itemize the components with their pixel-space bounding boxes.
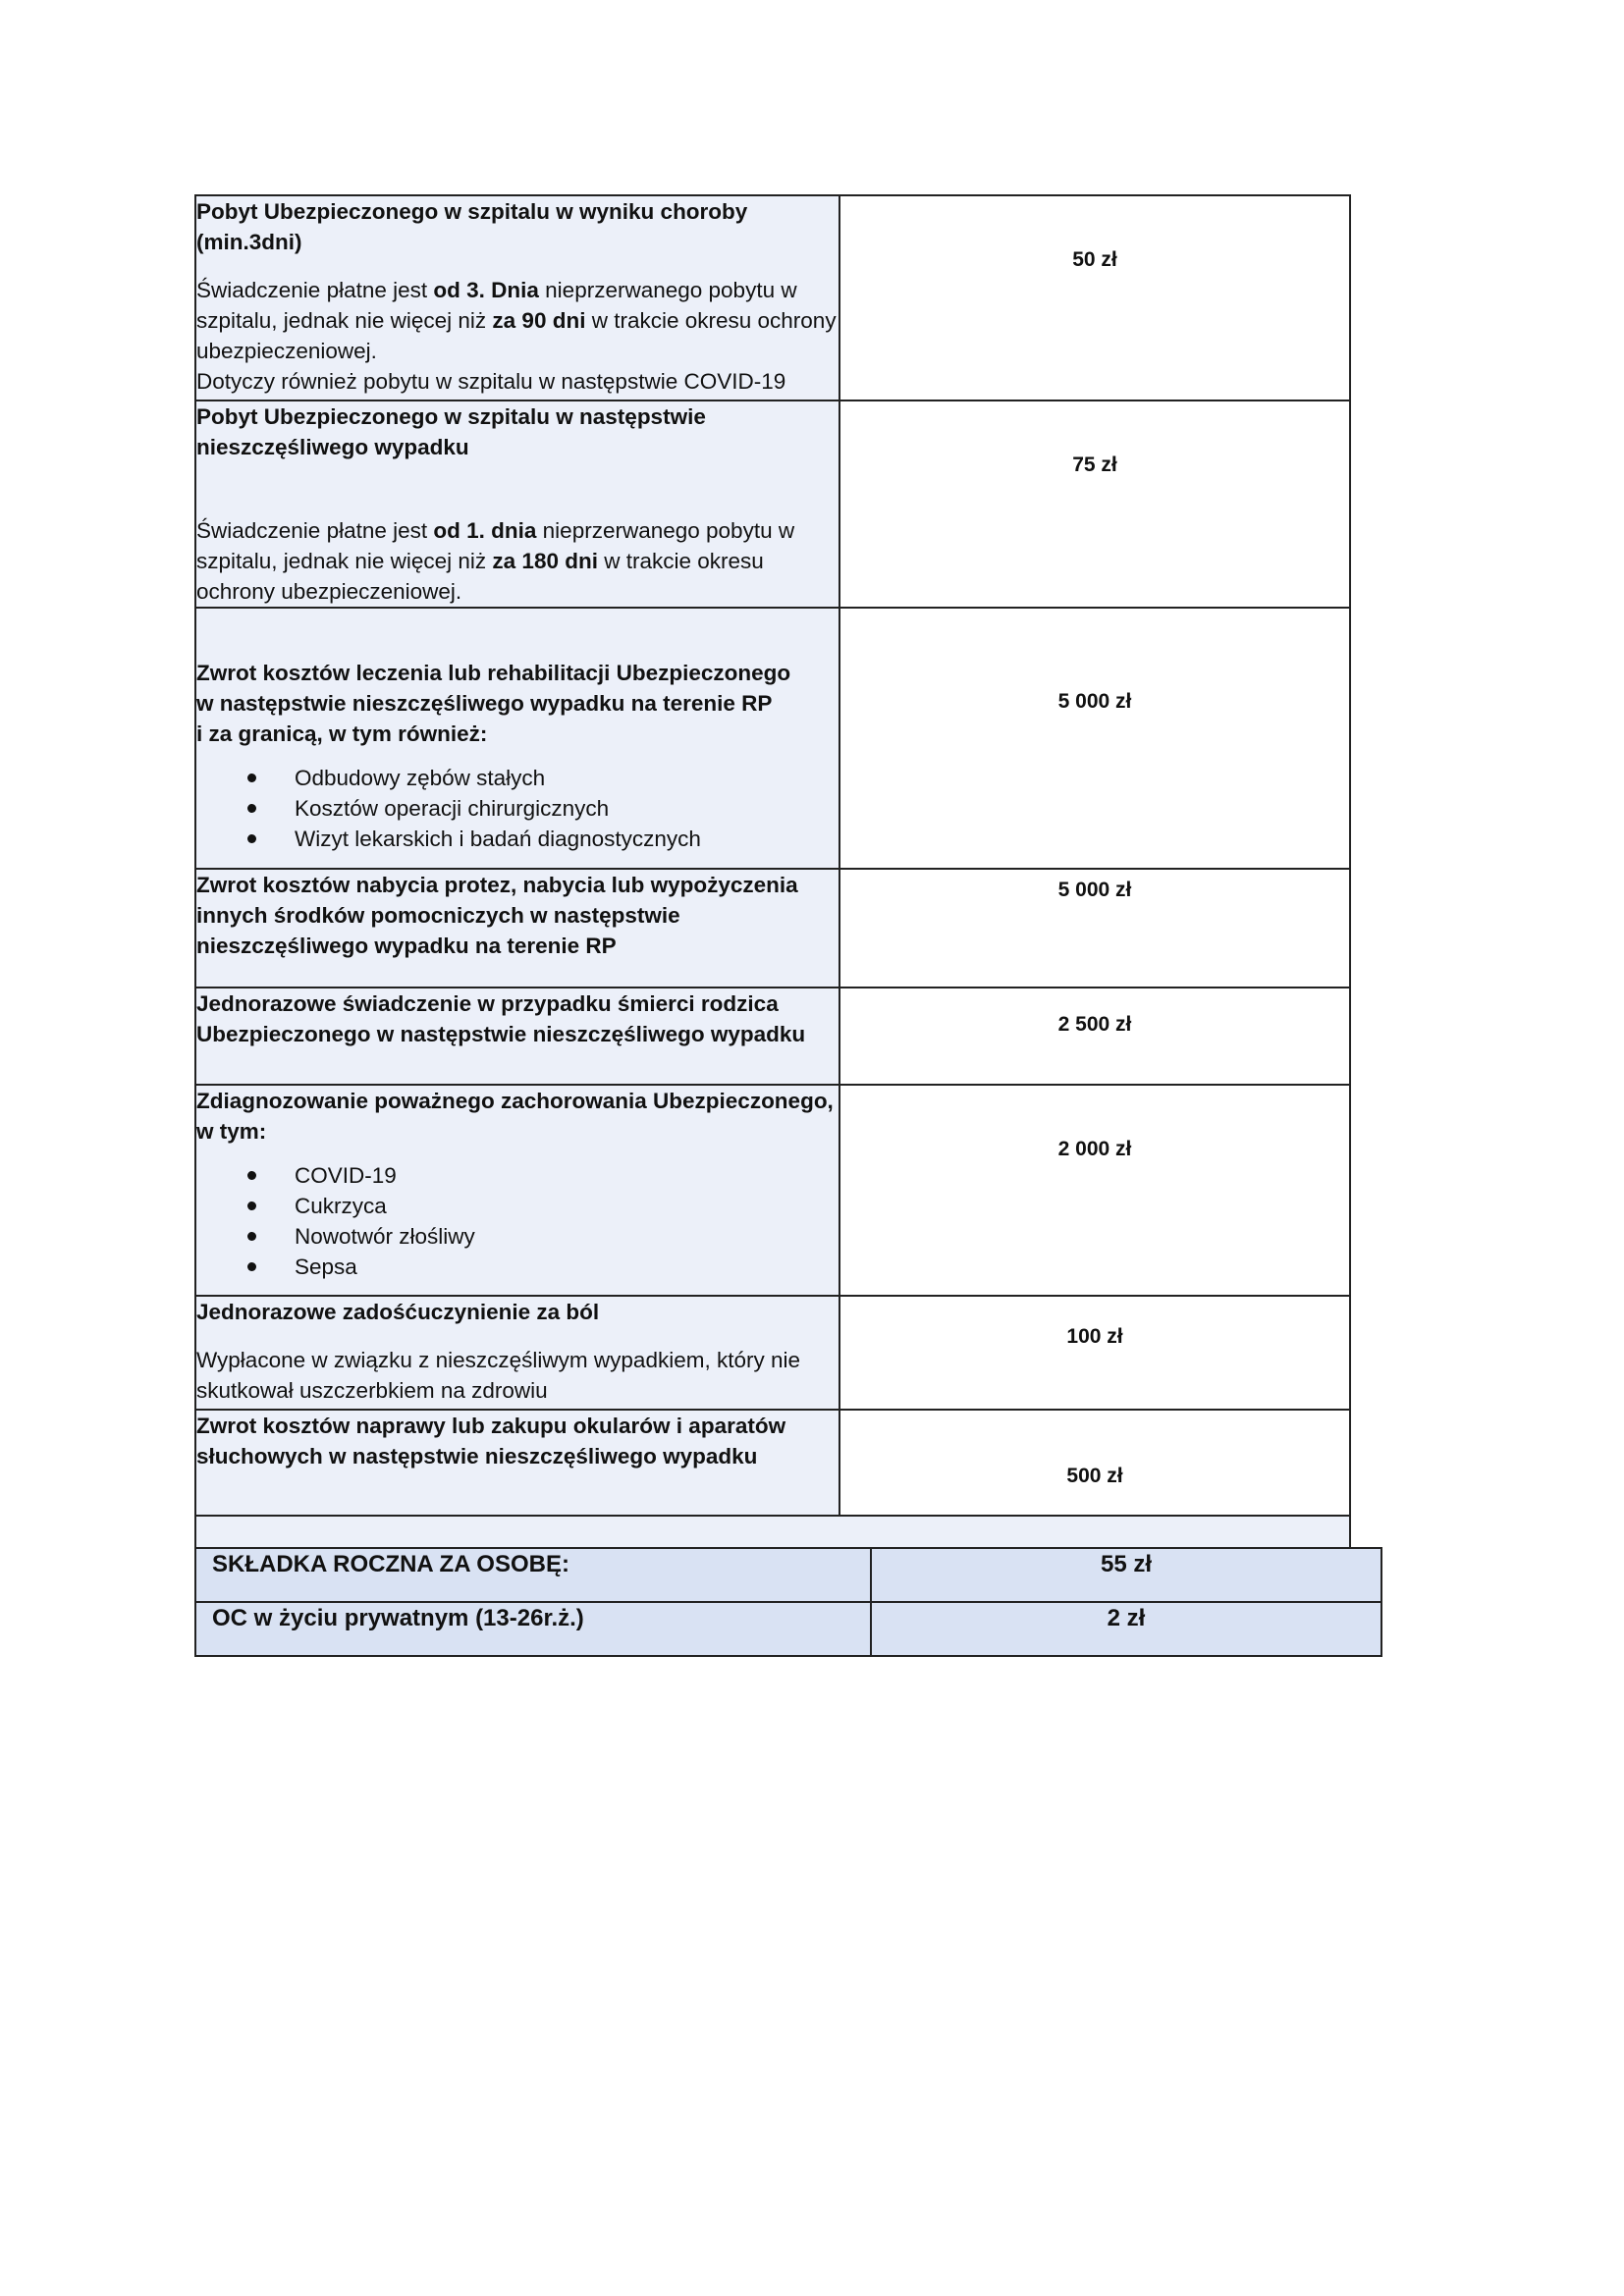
spacer-cell	[195, 1516, 1350, 1549]
premium-row	[195, 1548, 1381, 1602]
benefit-list	[196, 763, 839, 854]
table-row	[195, 1085, 1350, 1296]
table-row	[195, 988, 1350, 1085]
benefit-description	[195, 608, 839, 869]
benefit-title: Pobyt Ubezpieczonego w szpitalu w następstwie nieszczęśliwego wypadku	[196, 404, 706, 459]
benefit-amount: 5 000 zł	[839, 608, 1350, 869]
benefit-note: Dotyczy również pobytu w szpitalu w następstwie COVID-19	[196, 369, 786, 394]
benefit-title: Pobyt Ubezpieczonego w szpitalu w wyniku choroby (min.3dni)	[196, 199, 748, 254]
table-row	[195, 608, 1350, 869]
benefit-title: Zwrot kosztów naprawy lub zakupu okularów i aparatów słuchowych w następstwie nieszczęśliwego wypadku	[196, 1414, 786, 1468]
benefit-description	[195, 1410, 839, 1516]
benefit-conditions: Świadczenie płatne jest od 3. Dnia nieprzerwanego pobytu w szpitalu, jednak nie więcej niż za 90 dni w trakcie okresu ochrony ubezpieczeniowej.	[196, 278, 837, 363]
benefit-description	[195, 195, 839, 400]
list-item: Sepsa	[295, 1252, 839, 1282]
list-item: Nowotwór złośliwy	[295, 1221, 839, 1252]
table-row	[195, 195, 1350, 400]
premium-label: SKŁADKA ROCZNA ZA OSOBĘ:	[195, 1548, 871, 1602]
table-spacer-row	[195, 1516, 1350, 1549]
benefit-description	[195, 1085, 839, 1296]
benefit-title: Jednorazowe świadczenie w przypadku śmierci rodzica Ubezpieczonego w następstwie nieszczęśliwego wypadku	[196, 991, 806, 1046]
benefit-description	[195, 400, 839, 608]
benefit-amount: 2 000 zł	[839, 1085, 1350, 1296]
table-row	[195, 400, 1350, 608]
table-row	[195, 869, 1350, 988]
table-row	[195, 1410, 1350, 1516]
benefit-amount: 100 zł	[839, 1296, 1350, 1410]
benefit-amount: 75 zł	[839, 400, 1350, 608]
list-item: Odbudowy zębów stałych	[295, 763, 839, 793]
benefit-conditions: Świadczenie płatne jest od 1. dnia nieprzerwanego pobytu w szpitalu, jednak nie więcej niż za 180 dni w trakcie okresu ochrony ubezpieczeniowej.	[196, 518, 795, 604]
benefit-description	[195, 988, 839, 1085]
list-item: Cukrzyca	[295, 1191, 839, 1221]
benefits-table	[194, 194, 1351, 1550]
oc-row	[195, 1602, 1381, 1656]
benefit-amount: 500 zł	[839, 1410, 1350, 1516]
benefit-description	[195, 1296, 839, 1410]
benefit-description	[195, 869, 839, 988]
benefit-title: Zwrot kosztów leczenia lub rehabilitacji Ubezpieczonego w następstwie nieszczęśliwego wypadku na terenie RP i za granicą, w tym również:	[196, 661, 791, 746]
table-row	[195, 1296, 1350, 1410]
benefit-amount: 2 500 zł	[839, 988, 1350, 1085]
oc-label: OC w życiu prywatnym (13-26r.ż.)	[195, 1602, 871, 1656]
benefit-conditions: Wypłacone w związku z nieszczęśliwym wypadkiem, który nie skutkował uszczerbkiem na zdrowiu	[196, 1348, 800, 1403]
list-item: Wizyt lekarskich i badań diagnostycznych	[295, 824, 839, 854]
benefit-title: Zdiagnozowanie poważnego zachorowania Ubezpieczonego, w tym:	[196, 1089, 834, 1144]
benefit-title: Jednorazowe zadośćuczynienie za ból	[196, 1300, 600, 1324]
list-item: COVID-19	[295, 1160, 839, 1191]
benefit-amount: 5 000 zł	[839, 869, 1350, 988]
list-item: Kosztów operacji chirurgicznych	[295, 793, 839, 824]
summary-table	[194, 1547, 1382, 1657]
oc-value: 2 zł	[871, 1602, 1381, 1656]
benefit-list	[196, 1160, 839, 1282]
benefit-amount: 50 zł	[839, 195, 1350, 400]
premium-value: 55 zł	[871, 1548, 1381, 1602]
benefit-title: Zwrot kosztów nabycia protez, nabycia lub wypożyczenia innych środków pomocniczych w następstwie nieszczęśliwego wypadku na terenie RP	[196, 873, 798, 958]
